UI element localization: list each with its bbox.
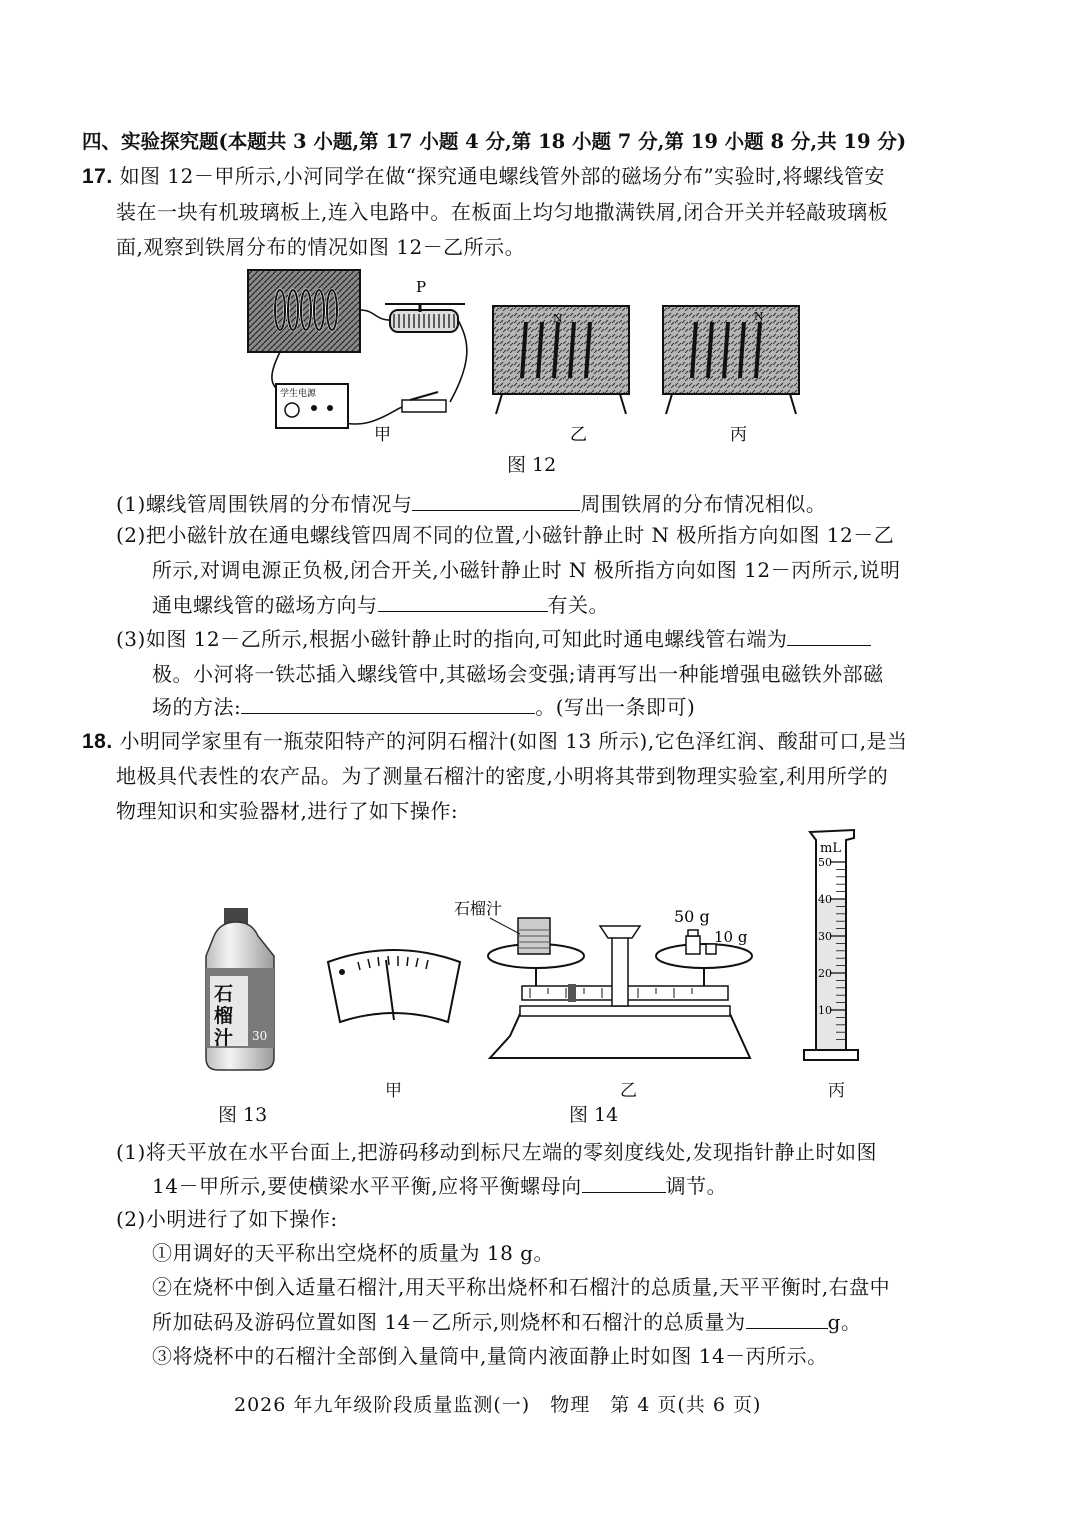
figure-12 [240,262,840,442]
fig14-label-jia: 甲 [385,1081,402,1101]
fig14-jia-dial [328,950,460,1022]
q17-part3-line-3: 场的方法: 。(写出一条即可) [152,695,696,719]
figures-13-14 [190,826,890,1096]
q18-part1-line-1: (1)将天平放在水平台面上,把游码移动到标尺左端的零刻度线处,发现指针静止时如图 [116,1140,878,1164]
fig12-yi-n-label: N [553,312,563,325]
q18-part1-blank[interactable] [582,1174,666,1193]
q17-stem-line-3: 面,观察到铁屑分布的情况如图 12－乙所示。 [116,235,526,259]
q18-number: 18. [82,730,113,753]
fig14-beaker-label: 石榴汁 [454,899,503,918]
fig12-power-label: 学生电源 [280,389,317,399]
fig12-label-bing: 丙 [730,425,747,442]
q17-part3-blank-method[interactable] [241,695,535,714]
section-heading: 四、实验探究题(本题共 3 小题,第 17 小题 4 分,第 18 小题 7 分,第 19 小题 8 分,共 19 分) [82,130,907,153]
q17-part1: (1)螺线管周围铁屑的分布情况与 周围铁屑的分布情况相似。 [116,492,827,516]
fig12-rheostat [385,278,465,332]
fig14-bing-cylinder [804,830,858,1060]
cylinder-tick-label: 50 [818,856,832,869]
q17-number: 17. [82,165,113,188]
fig12-label-jia: 甲 [374,425,391,442]
fig12-bing-n-label: N [754,310,764,323]
fig12-yi-board [493,306,629,414]
fig14-label-bing: 丙 [828,1081,845,1101]
q18-part2-step-3: ③将烧杯中的石榴汁全部倒入量筒中,量筒内液面静止时如图 14－丙所示。 [152,1344,828,1368]
fig13-bottle-text-2: 榴 [214,1005,234,1027]
q17-stem-line-1: 17. 如图 12－甲所示,小河同学在做“探究通电螺线管外部的磁场分布”实验时,将螺线管安 [82,164,886,188]
fig13-bottle-text-3: 汁 [214,1027,234,1049]
page-footer: 2026 年九年级阶段质量监测(一) 物理 第 4 页(共 6 页) [234,1394,762,1416]
fig13-bottle-side: 30 [252,1029,268,1043]
q17-part3-line-2: 极。小河将一铁芯插入螺线管中,其磁场会变强;请再写出一种能增强电磁铁外部磁 [152,662,884,686]
fig14-yi-balance [454,899,752,1058]
q17-part2-line-2: 所示,对调电源正负极,闭合开关,小磁针静止时 N 极所指方向如图 12－丙所示,说明 [152,558,901,582]
fig12-switch [402,392,446,412]
fig14-caption: 图 14 [569,1104,619,1126]
fig12-power-supply [276,384,348,428]
fig14-cylinder-unit: mL [820,841,841,856]
q18-stem-line-2: 地极具代表性的农产品。为了测量石榴汁的密度,小明将其带到物理实验室,利用所学的 [116,764,889,788]
q18-part2-step-1: ①用调好的天平称出空烧杯的质量为 18 g。 [152,1241,554,1265]
fig12-p-label: P [416,278,427,296]
fig13-caption: 图 13 [218,1104,268,1126]
q18-stem-line-3: 物理知识和实验器材,进行了如下操作: [116,799,459,823]
q18-part2-step-2-line-1: ②在烧杯中倒入适量石榴汁,用天平称出烧杯和石榴汁的总质量,天平平衡时,右盘中 [152,1275,891,1299]
q17-part1-blank[interactable] [412,492,580,511]
fig14-label-yi: 乙 [620,1081,637,1101]
q17-part2-line-3: 通电螺线管的磁场方向与 有关。 [152,593,609,617]
cylinder-tick-label: 10 [818,1004,832,1017]
fig13-bottle-text-1: 石 [214,983,234,1005]
fig12-caption: 图 12 [507,454,557,476]
q17-stem-line-2: 装在一块有机玻璃板上,连入电路中。在板面上均匀地撒满铁屑,闭合开关并轻敲玻璃板 [116,200,889,224]
fig12-label-yi: 乙 [570,425,587,442]
q17-part2-blank[interactable] [378,593,548,612]
cylinder-tick-label: 30 [818,930,832,943]
q17-part2-line-1: (2)把小磁针放在通电螺线管四周不同的位置,小磁针静止时 N 极所指方向如图 12－乙 [116,523,895,547]
fig14-weight-10: 10 g [714,928,748,946]
fig12-bing-board [663,306,799,414]
q18-part1-line-2: 14－甲所示,要使横梁水平平衡,应将平衡螺母向 调节。 [152,1174,728,1198]
q18-stem-line-1: 18. 小明同学家里有一瓶荥阳特产的河阴石榴汁(如图 13 所示),它色泽红润、酸甜可口,是当 [82,729,908,753]
fig13-bottle [206,908,274,1070]
fig14-weight-50: 50 g [674,907,710,926]
cylinder-tick-label: 40 [818,893,832,906]
q17-part3-line-1: (3)如图 12－乙所示,根据小磁针静止时的指向,可知此时通电螺线管右端为 [116,623,871,652]
q18-part2-blank-mass[interactable] [746,1310,828,1329]
fig12-jia-board [248,270,360,352]
q18-part2-title: (2)小明进行了如下操作: [116,1207,338,1231]
cylinder-tick-label: 20 [818,967,832,980]
q18-part2-step-2-line-2: 所加砝码及游码位置如图 14－乙所示,则烧杯和石榴汁的总质量为 g。 [152,1310,862,1334]
q17-part3-blank-pole[interactable] [787,627,871,646]
